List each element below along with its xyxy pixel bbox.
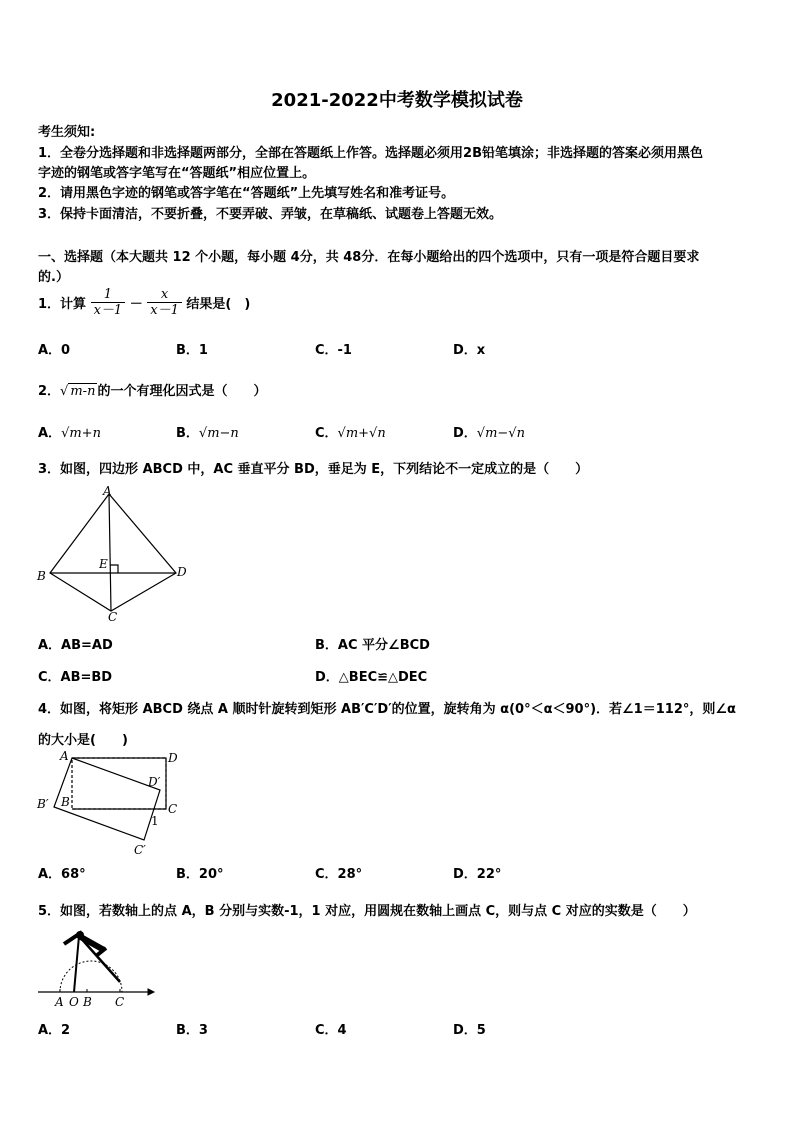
- q2-option-b-expr: √m−n: [198, 426, 239, 441]
- q4-label-d: D: [168, 751, 178, 765]
- q5-option-d: D．5: [453, 1023, 486, 1038]
- question-3: 3．如图，四边形 ABCD 中，AC 垂直平分 BD，垂足为 E，下列结论不一定成立的是（ ）: [38, 462, 589, 477]
- q2-option-c: [315, 422, 386, 441]
- q3-option-c: C．AB=BD: [38, 670, 113, 685]
- q2-radical: √ m-n: [60, 384, 96, 399]
- q1-f2-num: x: [147, 287, 182, 303]
- q1-fraction-2: [147, 287, 182, 318]
- q3-label-c: C: [108, 610, 118, 624]
- q3-option-d: D．△BEC≌△DEC: [315, 670, 428, 685]
- q2-option-d-label: D．: [453, 426, 477, 441]
- q1-minus: －: [129, 297, 143, 312]
- q1-option-b: B．1: [176, 343, 208, 358]
- q1-suffix: 结果是( ): [186, 297, 251, 312]
- q5-arc: [60, 961, 122, 992]
- notice-line-1b: 字迹的钢笔或答字笔写在“答题纸”相应位置上。: [38, 166, 316, 181]
- q2-suffix: 的一个有理化因式是（ ）: [97, 384, 267, 399]
- q3-label-a: A: [103, 484, 112, 498]
- q4-option-b: B．20°: [176, 867, 224, 882]
- notice-line-1a: 1．全卷分选择题和非选择题两部分，全部在答题纸上作答。选择题必须用2B铅笔填涂；非选择题的答案必须用黑色: [38, 146, 704, 161]
- notice-line-3: 3．保持卡面清洁，不要折叠，不要弄破、弄皱，在草稿纸、试题卷上答题无效。: [38, 207, 503, 222]
- notice-heading: 考生须知:: [38, 125, 96, 140]
- q1-option-d: D．x: [453, 343, 486, 358]
- q1-f1-num: 1: [91, 287, 126, 303]
- q5-label-o: O: [69, 995, 79, 1009]
- q1-prefix: 1．计算: [38, 297, 87, 312]
- q2-option-a-label: A．: [38, 426, 62, 441]
- q1-fraction-1: [91, 287, 126, 318]
- q4-option-a: A．68°: [38, 867, 86, 882]
- q1-option-a: A．0: [38, 343, 71, 358]
- q5-option-b: B．3: [176, 1023, 208, 1038]
- q2-option-a-expr: √m+n: [61, 426, 101, 441]
- q4-label-b-prime: B′: [37, 797, 49, 811]
- q5-label-a: A: [55, 995, 64, 1009]
- q1-option-c: C．-1: [315, 343, 352, 358]
- q4-label-c: C: [168, 802, 178, 816]
- q5-option-c: C．4: [315, 1023, 347, 1038]
- q2-radicand: m-n: [70, 384, 96, 399]
- q3-right-angle-mark: [110, 565, 118, 573]
- q1-f2-den: x－1: [150, 303, 179, 318]
- q3-quadrilateral: [50, 494, 176, 611]
- q2-option-d-expr: √m−√n: [476, 426, 525, 441]
- section-heading-a: 一、选择题（本大题共 12 个小题，每小题 4分，共 48分．在每小题给出的四个选项中，只有一项是符合题目要求: [38, 250, 700, 265]
- q5-label-b: B: [83, 995, 92, 1009]
- q3-label-b: B: [37, 569, 46, 583]
- q5-label-c: C: [115, 995, 125, 1009]
- question-4-line-b: 的大小是( ): [38, 733, 128, 748]
- q4-option-c: C．28°: [315, 867, 363, 882]
- q2-option-a: [38, 422, 101, 441]
- section-heading-b: 的.）: [38, 270, 69, 285]
- q5-figure: [34, 926, 164, 1012]
- question-1: [38, 287, 250, 318]
- question-5: 5．如图，若数轴上的点 A，B 分别与实数-1，1 对应，用圆规在数轴上画点 C，则与点 C 对应的实数是（ ）: [38, 904, 696, 919]
- q3-label-e: E: [99, 557, 108, 571]
- q2-option-b: [176, 422, 239, 441]
- q3-option-a: A．AB=AD: [38, 638, 113, 653]
- q2-option-c-expr: √m+√n: [337, 426, 386, 441]
- question-4-line-a: 4．如图，将矩形 ABCD 绕点 A 顺时针旋转到矩形 AB′C′D′的位置，旋转角为 α(0°＜α＜90°)．若∠1＝112°，则∠α: [38, 702, 736, 717]
- q2-prefix: 2．: [38, 384, 61, 399]
- q3-label-d: D: [177, 565, 187, 579]
- q1-f1-den: x－1: [93, 303, 123, 318]
- q3-diagonal-ac: [109, 494, 111, 611]
- page-title: 2021-2022中考数学模拟试卷: [271, 90, 523, 111]
- q4-label-c-prime: C′: [134, 843, 146, 857]
- q2-option-b-label: B．: [176, 426, 199, 441]
- q3-option-b: B．AC 平分∠BCD: [315, 638, 430, 653]
- q4-angle-1: 1: [151, 814, 159, 828]
- q2-option-d: [453, 422, 525, 441]
- q4-label-a: A: [60, 749, 69, 763]
- notice-line-2: 2．请用黑色字迹的钢笔或答字笔在“答题纸”上先填写姓名和准考证号。: [38, 186, 455, 201]
- q4-rect-rotated: [54, 758, 160, 840]
- q4-label-b: B: [61, 795, 70, 809]
- question-2: [38, 380, 266, 399]
- q4-figure: [34, 748, 194, 860]
- q4-option-d: D．22°: [453, 867, 502, 882]
- q5-option-a: A．2: [38, 1023, 71, 1038]
- q2-option-c-label: C．: [315, 426, 338, 441]
- q5-arrow-icon: [148, 989, 154, 995]
- q3-figure: [34, 484, 194, 624]
- q4-label-d-prime: D′: [148, 775, 161, 789]
